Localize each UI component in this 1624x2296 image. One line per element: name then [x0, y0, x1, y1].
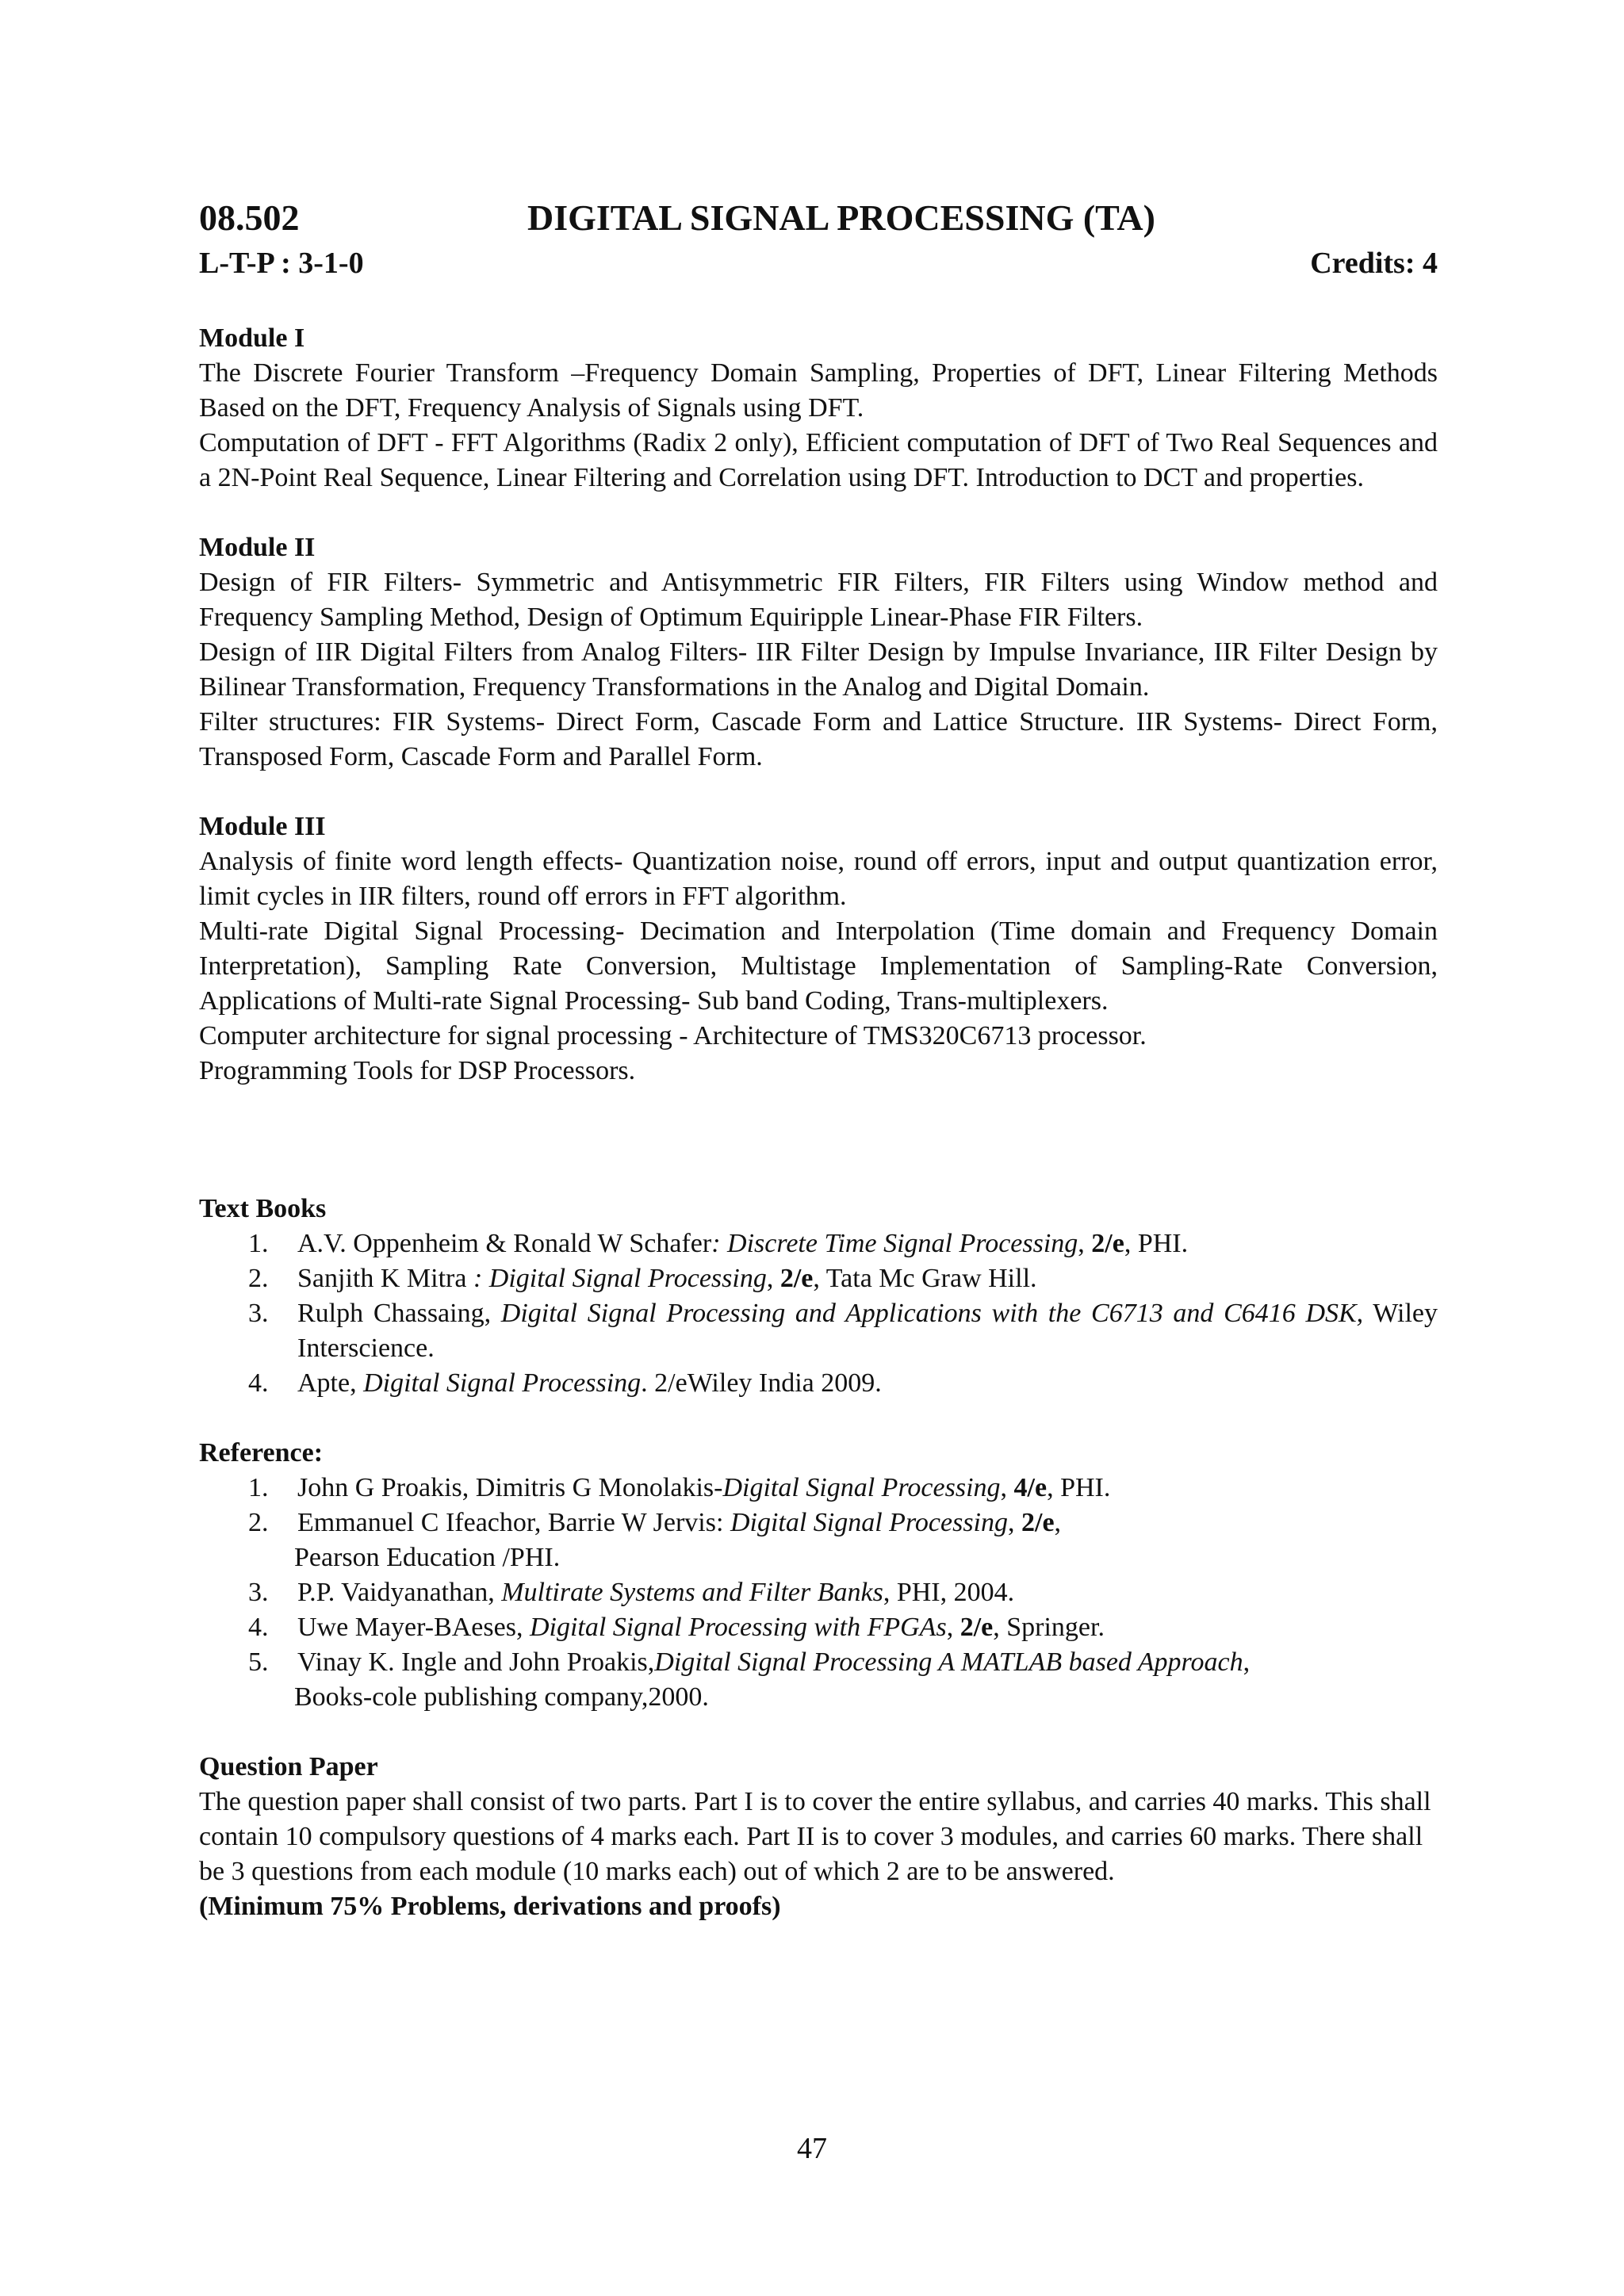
list-item: 2. Sanjith K Mitra : Digital Signal Processing, 2/e, Tata Mc Graw Hill. — [248, 1264, 1037, 1293]
references-heading: Reference: — [199, 1438, 324, 1468]
question-paper-section — [199, 1750, 1438, 1924]
module-paragraph: Design of FIR Filters- Symmetric and Antisymmetric FIR Filters, FIR Filters using Window method and Frequency Sampling Method, Design of Optimum Equiripple Linear-Phase FIR Filters. — [199, 568, 1438, 632]
list-item: 2. Emmanuel C Ifeachor, Barrie W Jervis: Digital Signal Processing, 2/e, — [248, 1508, 1062, 1537]
module-paragraph: Multi-rate Digital Signal Processing- Decimation and Interpolation (Time domain and Frequency Domain Interpretation), Sampling Rate Conversion, Multistage Implementation of Sampling-Rate Conversion, Applications of Multi-rate Signal Processing- Sub band Coding, Trans-multiplexers. — [199, 916, 1438, 1016]
document-page — [199, 197, 1438, 1924]
list-item: 4. Uwe Mayer-BAeses, Digital Signal Processing with FPGAs, 2/e, Springer. — [248, 1613, 1105, 1642]
credits-label: Credits: 4 — [1310, 247, 1438, 280]
module-2 — [199, 530, 1438, 775]
list-item-continuation: Books-cole publishing company,2000. — [294, 1682, 709, 1712]
list-item: 3. Rulph Chassaing, Digital Signal Processing and Applications with the C6713 and C6416 DSK, Wiley Interscience. — [248, 1299, 1438, 1363]
list-item: 1. A.V. Oppenheim & Ronald W Schafer: Discrete Time Signal Processing, 2/e, PHI. — [248, 1229, 1189, 1258]
text-books-section — [199, 1192, 1438, 1401]
references-list — [199, 1471, 1438, 1715]
module-heading: Module III — [199, 812, 326, 841]
list-item: 5. Vinay K. Ingle and John Proakis,Digital Signal Processing A MATLAB based Approach, — [248, 1647, 1251, 1677]
list-item-continuation: Pearson Education /PHI. — [294, 1543, 561, 1572]
module-paragraph: Analysis of finite word length effects- Quantization noise, round off errors, input and output quantization error, limit cycles in IIR filters, round off errors in FFT algorithm. — [199, 847, 1438, 911]
ltp-label: L-T-P : 3-1-0 — [199, 247, 364, 280]
text-books-heading: Text Books — [199, 1194, 327, 1223]
module-paragraph: Computation of DFT - FFT Algorithms (Radix 2 only), Efficient computation of DFT of Two Real Sequences and a 2N-Point Real Sequence, Linear Filtering and Correlation using DFT. Introduction to DCT and properties. — [199, 428, 1438, 492]
course-header — [199, 197, 1438, 241]
page-number: 47 — [797, 2132, 827, 2165]
course-code: 08.502 — [199, 197, 300, 238]
module-paragraph: Filter structures: FIR Systems- Direct Form, Cascade Form and Lattice Structure. IIR Systems- Direct Form, Transposed Form, Cascade Form and Parallel Form. — [199, 707, 1438, 771]
module-heading: Module I — [199, 323, 305, 353]
question-paper-text: The question paper shall consist of two parts. Part I is to cover the entire syllabus, and carries 40 marks. This shall contain 10 compulsory questions of 4 marks each. Part II is to cover 3 modules, and carries 60 marks. There shall be 3 questions from each module (10 marks each) out of which 2 are to be answered. — [199, 1787, 1431, 1886]
references-section — [199, 1436, 1438, 1715]
question-paper-heading: Question Paper — [199, 1752, 378, 1781]
list-item: 3. P.P. Vaidyanathan, Multirate Systems and Filter Banks, PHI, 2004. — [248, 1578, 1015, 1607]
question-paper-note: (Minimum 75% Problems, derivations and proofs) — [199, 1892, 781, 1921]
course-title: DIGITAL SIGNAL PROCESSING (TA) — [527, 197, 1155, 238]
module-paragraph: Design of IIR Digital Filters from Analog Filters- IIR Filter Design by Impulse Invariance, IIR Filter Design by Bilinear Transformation, Frequency Transformations in the Analog and Digital Domain. — [199, 637, 1438, 702]
module-paragraph: Programming Tools for DSP Processors. — [199, 1056, 636, 1085]
course-subheader — [199, 241, 1438, 281]
list-item: 4. Apte, Digital Signal Processing. 2/eWiley India 2009. — [248, 1368, 882, 1398]
module-heading: Module II — [199, 533, 316, 562]
module-paragraph: Computer architecture for signal processing - Architecture of TMS320C6713 processor. — [199, 1021, 1147, 1050]
text-books-list — [199, 1226, 1438, 1401]
module-3 — [199, 809, 1438, 1089]
module-1 — [199, 321, 1438, 496]
list-item: 1. John G Proakis, Dimitris G Monolakis-Digital Signal Processing, 4/e, PHI. — [248, 1473, 1111, 1502]
module-paragraph: The Discrete Fourier Transform –Frequency Domain Sampling, Properties of DFT, Linear Filtering Methods Based on the DFT, Frequency Analysis of Signals using DFT. — [199, 358, 1438, 423]
